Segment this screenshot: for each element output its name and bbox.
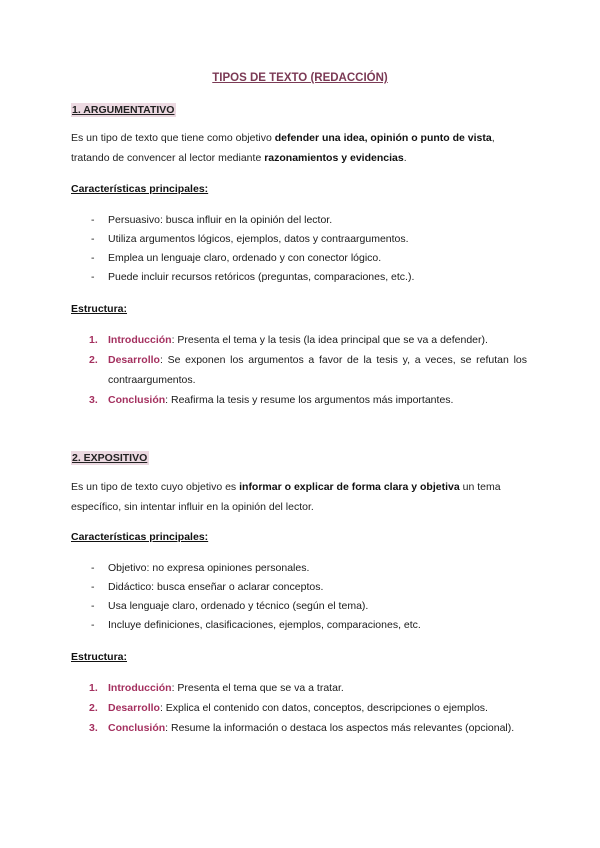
item-text: : Resume la información o destaca los aspectos más relevantes (opcional).	[165, 722, 515, 734]
structure-item	[71, 698, 527, 718]
list-item-text: Incluye definiciones, clasificaciones, ejemplos, comparaciones, etc.	[108, 619, 421, 631]
item-text: : Presenta el tema y la tesis (la idea principal que se va a defender).	[171, 334, 488, 346]
list-item-text: Didáctico: busca enseñar o aclarar conceptos.	[108, 581, 324, 593]
intro-text: un tema específico, sin intentar influir en la opinión del lector.	[71, 481, 501, 513]
item-text: : Explica el contenido con datos, conceptos, descripciones o ejemplos.	[159, 702, 488, 714]
item-term: Introducción	[108, 334, 172, 346]
characteristics-list	[71, 559, 531, 635]
list-item: - Objetivo: no expresa opiniones personales.	[91, 562, 310, 574]
list-item: - Didáctico: busca enseñar o aclarar conceptos.	[91, 581, 324, 593]
item-text: : Reafirma la tesis y resume los argumentos más importantes.	[165, 394, 454, 406]
list-item: - Usa lenguaje claro, ordenado y técnico (según el tema).	[91, 600, 369, 612]
item-term: Desarrollo	[108, 702, 160, 714]
list-item-text: Emplea un lenguaje claro, ordenado y con conector lógico.	[108, 252, 382, 264]
structure-heading: Estructura:	[71, 651, 128, 663]
section-intro-expositivo	[71, 477, 531, 517]
list-item: - Utiliza argumentos lógicos, ejemplos, datos y contraargumentos.	[91, 233, 409, 245]
item-term: Conclusión	[108, 394, 166, 406]
structure-list	[71, 330, 527, 410]
section-heading-expositivo: 2. EXPOSITIVO	[72, 452, 148, 464]
structure-item	[71, 330, 527, 350]
characteristics-heading: Características principales:	[71, 183, 209, 195]
intro-text: Es un tipo de texto que tiene como objetivo	[71, 132, 275, 144]
item-term: Desarrollo	[108, 354, 160, 366]
list-item-text: Puede incluir recursos retóricos (preguntas, comparaciones, etc.).	[108, 271, 415, 283]
intro-text: , tratando de convencer al lector mediante	[71, 132, 495, 164]
item-term: Conclusión	[108, 722, 166, 734]
list-item-text: Utiliza argumentos lógicos, ejemplos, datos y contraargumentos.	[108, 233, 409, 245]
intro-text: .	[403, 152, 407, 164]
list-item-text: Objetivo: no expresa opiniones personales.	[108, 562, 310, 574]
characteristics-list	[71, 211, 531, 287]
item-number: 1.	[89, 334, 98, 346]
structure-item	[71, 350, 527, 390]
list-item: - Emplea un lenguaje claro, ordenado y con conector lógico.	[91, 252, 382, 264]
intro-text: Es un tipo de texto cuyo objetivo es	[71, 481, 240, 493]
section-intro-argumentativo	[71, 128, 531, 168]
list-item: - Incluye definiciones, clasificaciones, ejemplos, comparaciones, etc.	[91, 619, 421, 631]
item-number: 3.	[89, 394, 98, 406]
list-item: - Persuasivo: busca influir en la opinión del lector.	[91, 214, 333, 226]
list-item-text: Usa lenguaje claro, ordenado y técnico (según el tema).	[108, 600, 369, 612]
item-text: : Se exponen los argumentos a favor de la tesis y, a veces, se refutan los contraargumentos.	[108, 354, 527, 386]
intro-bold: informar o explicar de forma clara y objetiva	[239, 481, 460, 493]
structure-item	[71, 718, 527, 738]
list-item: - Puede incluir recursos retóricos (preguntas, comparaciones, etc.).	[91, 271, 415, 283]
section-heading-argumentativo: 1. ARGUMENTATIVO	[72, 104, 175, 116]
item-number: 2.	[89, 354, 98, 366]
item-text: : Presenta el tema que se va a tratar.	[171, 682, 344, 694]
characteristics-heading: Características principales:	[71, 531, 209, 543]
structure-list	[71, 678, 527, 738]
structure-heading: Estructura:	[71, 303, 128, 315]
intro-bold: defender una idea, opinión o punto de vista	[274, 132, 492, 144]
structure-item	[71, 678, 527, 698]
document-title: TIPOS DE TEXTO (REDACCIÓN)	[212, 72, 388, 84]
item-term: Introducción	[108, 682, 172, 694]
item-number: 3.	[89, 722, 98, 734]
item-number: 1.	[89, 682, 98, 694]
item-number: 2.	[89, 702, 98, 714]
intro-bold: razonamientos y evidencias	[264, 152, 404, 164]
structure-item	[71, 390, 527, 410]
list-item-text: Persuasivo: busca influir en la opinión del lector.	[108, 214, 333, 226]
